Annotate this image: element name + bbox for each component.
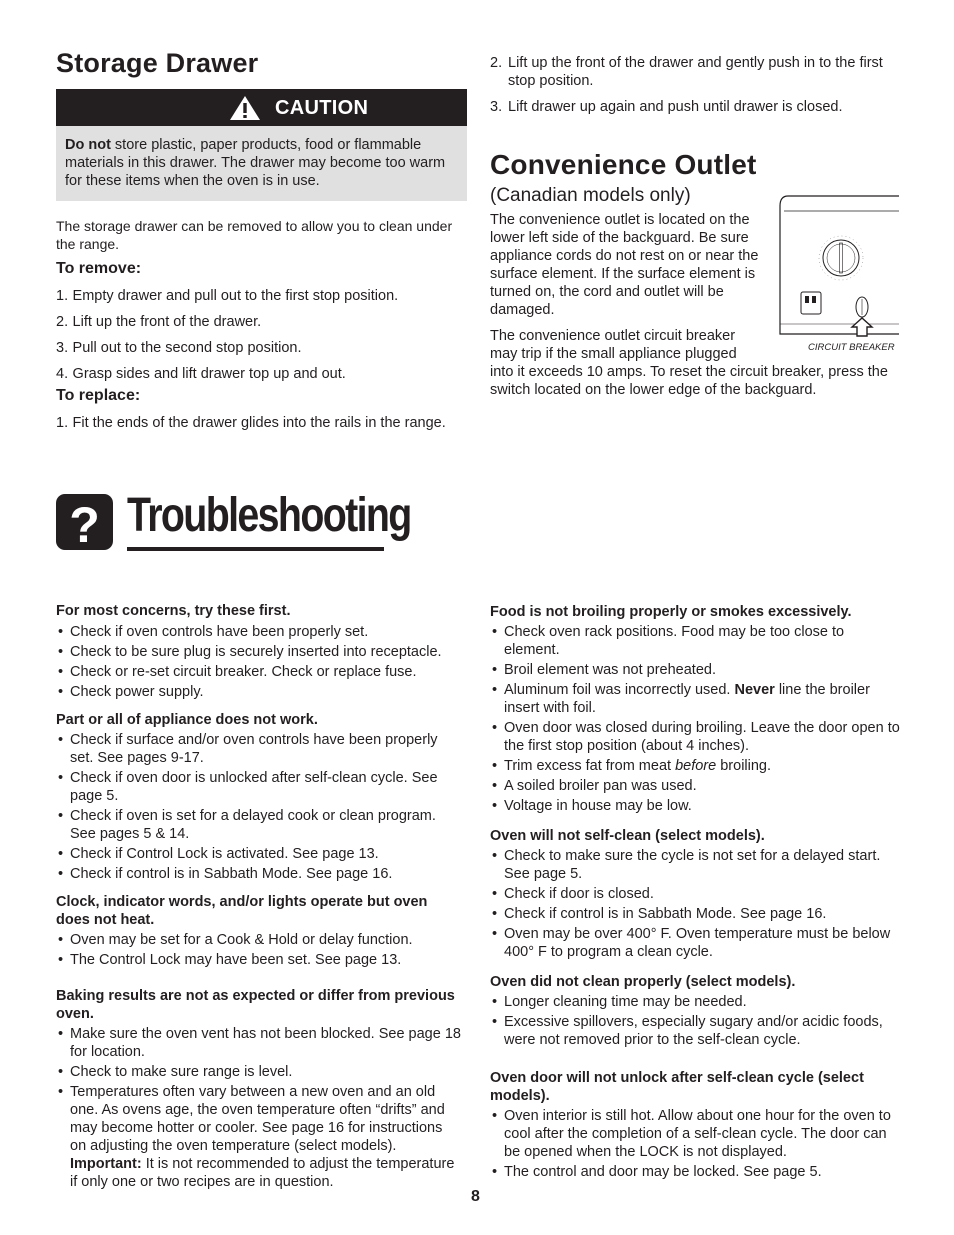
concern-item: • Oven may be set for a Cook & Hold or delay function. — [56, 931, 461, 949]
troubleshooting-title: Troubleshooting — [127, 489, 411, 542]
caution-banner — [56, 89, 467, 126]
concern-group — [490, 603, 900, 815]
concern-item: • Check to make sure range is level. — [56, 1063, 461, 1081]
concern-item: • Check to be sure plug is securely inserted into receptacle. — [56, 643, 461, 661]
outlet-paragraph-1: The convenience outlet is located on the lower left side of the backguard. Be sure appliance cords do not rest on or near the surface element. If the surface element is turned on, the cord and outlet will be damaged. — [490, 212, 759, 318]
concern-item: • Check if control is in Sabbath Mode. See page 16. — [490, 905, 900, 923]
canadian-models-subtitle: (Canadian models only) — [490, 185, 691, 206]
concern-item: • Check or re-set circuit breaker. Check or replace fuse. — [56, 663, 461, 681]
remove-step: 4. Grasp sides and lift drawer top up and out. — [56, 366, 346, 382]
caution-message-box — [56, 126, 467, 201]
concern-item: • Excessive spillovers, especially sugary and/or acidic foods, were not removed prior to the self-clean cycle. — [490, 1013, 900, 1049]
concern-item: • Check power supply. — [56, 683, 461, 701]
concern-item: • Check to make sure the cycle is not set for a delayed start. See page 5. — [490, 847, 900, 883]
title-underline — [127, 547, 384, 551]
storage-intro: The storage drawer can be removed to allow you to clean under the range. — [56, 218, 453, 252]
concern-group — [490, 973, 900, 1049]
backguard-illustration — [778, 194, 900, 342]
concern-group — [56, 893, 461, 969]
concern-group — [490, 1069, 900, 1181]
remove-step: 2. Lift up the front of the drawer. — [56, 314, 262, 330]
storage-drawer-title: Storage Drawer — [56, 48, 259, 78]
concern-item: • Oven door was closed during broiling. Leave the door open to the first stop position (about 4 inches). — [490, 719, 900, 755]
remove-steps — [56, 287, 466, 391]
replace-step: 2. Lift up the front of the drawer and gently push in to the first stop position. — [490, 55, 883, 89]
concern-item: • Oven may be over 400° F. Oven temperature must be below 400° F to program a clean cycle. — [490, 925, 900, 961]
concern-group — [56, 602, 461, 701]
convenience-outlet-title: Convenience Outlet — [490, 149, 757, 180]
warning-triangle-icon — [229, 95, 261, 121]
replace-steps-continued — [490, 54, 902, 116]
concern-item: • Check if oven door is unlocked after self-clean cycle. See page 5. — [56, 769, 461, 805]
troubleshooting-right-column — [490, 603, 900, 1191]
circuit-breaker-caption: CIRCUIT BREAKER — [808, 342, 895, 353]
to-replace-heading: To replace: — [56, 387, 141, 404]
concern-heading: Oven will not self-clean (select models). — [490, 828, 765, 844]
concern-item: • Voltage in house may be low. — [490, 797, 900, 815]
concern-group — [56, 987, 461, 1191]
concern-item: • Oven interior is still hot. Allow about one hour for the oven to cool after the completion of a self-clean cycle. The door can be opened when the LOCK is not displayed. — [490, 1107, 900, 1161]
concern-heading: Oven did not clean properly (select models). — [490, 974, 796, 990]
to-remove-heading: To remove: — [56, 260, 142, 277]
page-number: 8 — [471, 1188, 480, 1205]
concern-heading: Clock, indicator words, and/or lights operate but oven does not heat. — [56, 894, 428, 928]
concern-item: • The control and door may be locked. See page 5. — [490, 1163, 900, 1181]
concern-item: • Trim excess fat from meat before broiling. — [490, 757, 900, 775]
concern-item: • Make sure the oven vent has not been blocked. See page 18 for location. — [56, 1025, 461, 1061]
concern-group — [56, 711, 461, 883]
caution-do-not: Do not — [65, 137, 111, 153]
concern-heading: Oven door will not unlock after self-clean cycle (select models). — [490, 1070, 864, 1104]
caution-text — [65, 136, 461, 190]
outlet-paragraph-2a: The convenience outlet circuit breaker may trip if the small appliance plugged — [490, 328, 737, 362]
outlet-paragraph-2b: into it exceeds 10 amps. To reset the circuit breaker, press the switch located on the lower edge of the backguard. — [490, 364, 888, 398]
concern-item: • Check if oven controls have been properly set. — [56, 623, 461, 641]
concern-item: • Check if oven is set for a delayed cook or clean program. See pages 5 & 14. — [56, 807, 461, 843]
concern-group — [490, 827, 900, 961]
caution-label: CAUTION — [275, 97, 369, 119]
important-label: Important: — [70, 1156, 142, 1172]
concern-heading: Part or all of appliance does not work. — [56, 712, 318, 728]
troubleshooting-left-column — [56, 602, 461, 1201]
concern-heading: Food is not broiling properly or smokes excessively. — [490, 604, 852, 620]
replace-step: 3. Lift drawer up again and push until drawer is closed. — [490, 99, 843, 115]
remove-step: 1. Empty drawer and pull out to the first stop position. — [56, 288, 399, 304]
caution-body: store plastic, paper products, food or flammable materials in this drawer. The drawer may become too warm for these items when the oven is in use. — [65, 137, 446, 189]
concern-item: • Check if Control Lock is activated. See page 13. — [56, 845, 461, 863]
replace-step: 1. Fit the ends of the drawer glides into the rails in the range. — [56, 415, 446, 431]
question-mark-icon: ? — [56, 494, 113, 550]
concern-item: • Check oven rack positions. Food may be too close to element. — [490, 623, 900, 659]
remove-step: 3. Pull out to the second stop position. — [56, 340, 302, 356]
concern-heading: For most concerns, try these first. — [56, 603, 291, 619]
concern-item: • Check if surface and/or oven controls have been properly set. See pages 9-17. — [56, 731, 461, 767]
concern-item: • Temperatures often vary between a new oven and an old one. As ovens age, the oven temperature often “drifts” and may become hotter or cooler. See page 16 for instructions on adjusting the oven temperature (select models). Important: It is not recommended to adjust the temperature if only one or two recipes are in question. — [56, 1083, 461, 1191]
concern-heading: Baking results are not as expected or differ from previous oven. — [56, 988, 455, 1022]
concern-item: • The Control Lock may have been set. See page 13. — [56, 951, 461, 969]
concern-item: • Broil element was not preheated. — [490, 661, 900, 679]
concern-item: • A soiled broiler pan was used. — [490, 777, 900, 795]
concern-item: • Check if control is in Sabbath Mode. See page 16. — [56, 865, 461, 883]
concern-item: • Aluminum foil was incorrectly used. Never line the broiler insert with foil. — [490, 681, 900, 717]
important-text: It is not recommended to adjust the temperature if only one or two recipes are in question. — [70, 1156, 455, 1190]
concern-item: • Check if door is closed. — [490, 885, 900, 903]
concern-item: • Longer cleaning time may be needed. — [490, 993, 900, 1011]
